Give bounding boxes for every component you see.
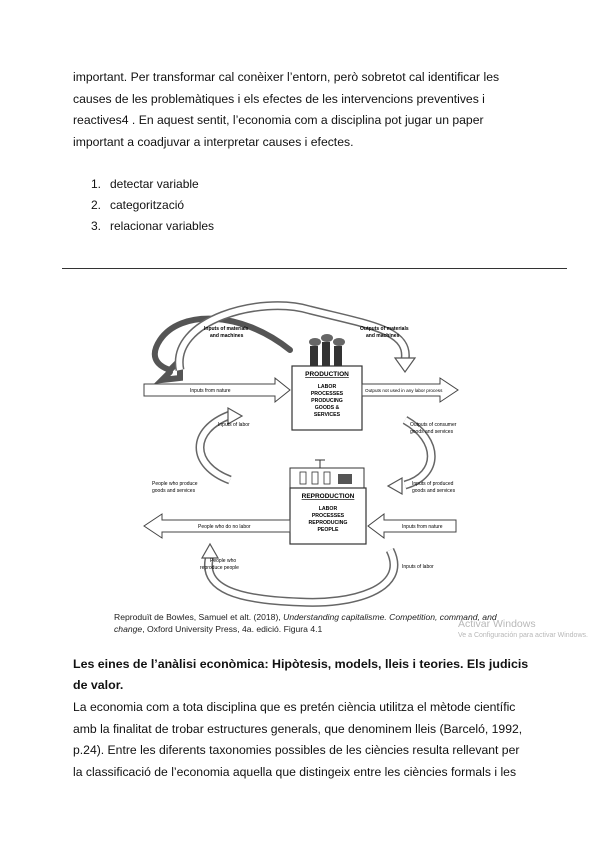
- watermark-subtitle: Ve a Configuración para activar Windows.: [458, 632, 588, 639]
- label-inputs-produced: Inputs of produced: [412, 481, 454, 487]
- numbered-list: [91, 174, 214, 237]
- label-inputs-from-nature-top: Inputs from nature: [190, 388, 231, 394]
- caption-text: , Oxford University Press, 4a. edició. Figura 4.1: [142, 624, 323, 634]
- list-item-text: relacionar variables: [110, 219, 215, 233]
- list-item: [91, 195, 214, 216]
- label-outputs-materials: Outputs of materials: [360, 326, 409, 332]
- bottom-paragraph-line: amb la finalitat de trobar estructures generals, que denominem lleis (Barceló, 1992,: [73, 721, 523, 736]
- list-item-number: 1.: [91, 177, 102, 191]
- reproduction-line: LABOR: [318, 506, 338, 512]
- factory-icon: [309, 334, 345, 366]
- reproduction-line: PROCESSES: [311, 513, 345, 519]
- bottom-paragraph-line: p.24). Entre les diferents taxonomies possibles de les ciències resulta rellevant per: [73, 743, 520, 757]
- label-people-reproduce: People who: [210, 558, 237, 564]
- heading-line: de valor.: [73, 678, 124, 692]
- label-inputs-produced: goods and services: [412, 488, 456, 494]
- label-outputs-consumer: Outputs of consumer: [410, 422, 457, 428]
- top-paragraph-line: important. Per transformar cal conèixer l’entorn, però sobretot cal identificar les: [73, 70, 500, 84]
- label-people-produce: goods and services: [152, 488, 196, 494]
- label-outputs-not-used: Outputs not used in any labor process: [365, 388, 443, 393]
- production-line: LABOR: [317, 384, 337, 390]
- activation-watermark: [458, 618, 598, 642]
- production-line: GOODS &: [314, 405, 340, 411]
- top-paragraph: [73, 67, 533, 153]
- reproduction-title: REPRODUCTION: [301, 493, 355, 500]
- horizontal-divider: [62, 268, 567, 269]
- bottom-paragraph: [73, 697, 533, 783]
- reproduction-line: PEOPLE: [317, 527, 339, 533]
- label-people-no-labor: People who do no labor: [198, 524, 251, 530]
- label-people-reproduce: reproduce people: [200, 565, 239, 571]
- production-line: PRODUCING: [311, 398, 343, 404]
- label-inputs-materials: and machines: [210, 333, 244, 339]
- top-paragraph-line: important a coadjuvar a interpretar causes i efectes.: [73, 134, 354, 149]
- label-inputs-from-nature-bottom: Inputs from nature: [402, 524, 443, 530]
- watermark-title: Activar Windows: [458, 618, 536, 630]
- list-item-text: detectar variable: [110, 177, 199, 191]
- label-inputs-of-labor-top: Inputs of labor: [218, 422, 250, 428]
- production-title: PRODUCTION: [305, 371, 349, 378]
- caption-text: Reproduït de Bowles, Samuel et alt. (2018),: [114, 612, 284, 622]
- label-inputs-materials: Inputs of materials: [204, 326, 249, 332]
- list-item: [91, 174, 214, 195]
- production-line: PROCESSES: [310, 391, 344, 397]
- section-heading: [73, 654, 533, 696]
- list-item-text: categorització: [110, 198, 185, 212]
- production-reproduction-diagram: [140, 300, 460, 610]
- list-item-number: 3.: [91, 219, 102, 233]
- label-outputs-materials: and machines: [366, 333, 400, 339]
- label-people-produce: People who produce: [152, 481, 198, 487]
- bottom-paragraph-line: la classificació de l’economia aquella que distingeix entre les ciències formals i les: [73, 764, 517, 779]
- caption-italic: Understanding capitalisme. Competition, command, and: [283, 612, 497, 622]
- list-item-number: 2.: [91, 198, 102, 212]
- heading-line: Les eines de l’anàlisi econòmica: Hipòtesis, models, lleis i teories. Els judicis: [73, 657, 529, 671]
- bottom-loop-arrowhead: [202, 544, 218, 558]
- right-loop-arrowhead: [388, 478, 402, 494]
- production-line: SERVICES: [313, 412, 341, 418]
- label-inputs-of-labor-bottom: Inputs of labor: [402, 564, 434, 570]
- top-paragraph-line: reactives4 . En aquest sentit, l’economia com a disciplina pot jugar un paper: [73, 113, 484, 127]
- household-icon: [290, 460, 364, 488]
- list-item: [91, 216, 214, 237]
- bottom-paragraph-line: La economia com a tota disciplina que es pretén ciència utilitza el mètode científic: [73, 700, 516, 714]
- top-loop-arrowhead: [395, 358, 415, 372]
- label-outputs-consumer: goods and services: [410, 429, 454, 435]
- top-paragraph-line: causes de les problemàtiques i els efectes de les intervencions preventives i: [73, 91, 485, 106]
- caption-italic: change: [114, 624, 143, 634]
- reproduction-line: REPRODUCING: [308, 520, 348, 526]
